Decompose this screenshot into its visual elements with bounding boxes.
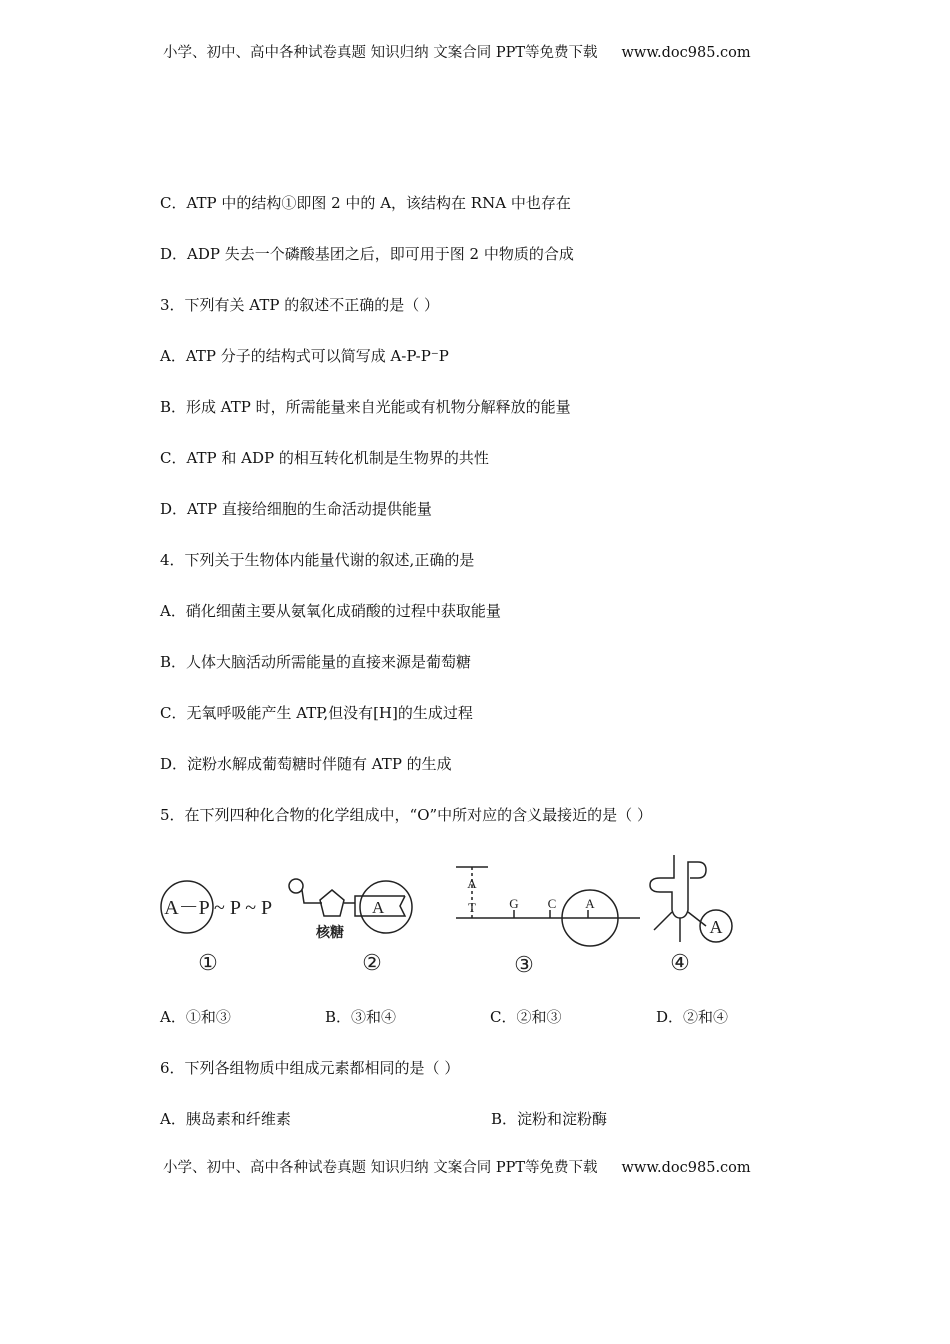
page-footer — [163, 1156, 751, 1177]
f3-label: T — [468, 900, 476, 915]
header-text: 小学、初中、高中各种试卷真题 知识归纳 文案合同 PPT等免费下载 — [163, 45, 598, 61]
question-6: 6．下列各组物质中组成元素都相同的是（ ） — [160, 1059, 460, 1077]
f3-label: A — [585, 896, 595, 911]
figure-1 — [161, 881, 272, 975]
figure-3 — [456, 867, 640, 977]
option-3b: B．形成 ATP 时，所需能量来自光能或有机物分解释放的能量 — [160, 398, 571, 416]
option-3d: D．ATP 直接给细胞的生命活动提供能量 — [160, 500, 432, 518]
compound-figure — [150, 850, 750, 980]
footer-text: 小学、初中、高中各种试卷真题 知识归纳 文案合同 PPT等免费下载 — [163, 1160, 598, 1176]
f3-label: C — [547, 896, 557, 911]
option-4d: D．淀粉水解成葡萄糖时伴随有 ATP 的生成 — [160, 755, 452, 773]
f1-circle-label: A－P — [164, 897, 210, 919]
header-url[interactable]: www.doc985.com — [621, 45, 751, 61]
f2-sugar-label: 核糖 — [316, 926, 344, 941]
question-3: 3．下列有关 ATP 的叙述不正确的是（ ） — [160, 296, 439, 314]
option-5b: B．③和④ — [325, 1008, 397, 1026]
f4-label: A — [709, 917, 723, 937]
f3-label: G — [509, 896, 519, 911]
option-6b: B．淀粉和淀粉酶 — [491, 1110, 608, 1128]
page-header — [163, 41, 751, 62]
option-4a: A．硝化细菌主要从氨氧化成硝酸的过程中获取能量 — [160, 602, 501, 620]
option-5c: C．②和③ — [490, 1008, 562, 1026]
option-6a: A．胰岛素和纤维素 — [160, 1110, 291, 1128]
option-5d: D．②和④ — [656, 1008, 729, 1026]
option-3c: C．ATP 和 ADP 的相互转化机制是生物界的共性 — [160, 449, 489, 467]
option-5a: A．①和③ — [160, 1008, 231, 1026]
option-3a: A．ATP 分子的结构式可以简写成 A-P-P⁻P — [160, 347, 449, 365]
footer-url[interactable]: www.doc985.com — [621, 1160, 751, 1176]
figure-number-2: ② — [362, 950, 382, 975]
figure-number-3: ③ — [514, 952, 534, 977]
option-2c: C．ATP 中的结构①即图 2 中的 A，该结构在 RNA 中也存在 — [160, 194, 571, 212]
figure-number-1: ① — [198, 950, 218, 975]
f1-rest-label: ~ P ~ P — [214, 897, 273, 919]
option-4c: C．无氧呼吸能产生 ATP,但没有[H]的生成过程 — [160, 704, 473, 722]
option-4b: B．人体大脑活动所需能量的直接来源是葡萄糖 — [160, 653, 472, 671]
figure-number-4: ④ — [670, 950, 690, 975]
option-2d: D．ADP 失去一个磷酸基团之后，即可用于图 2 中物质的合成 — [160, 245, 574, 263]
f3-label: A — [467, 876, 477, 891]
figure-2 — [289, 879, 412, 975]
question-5: 5．在下列四种化合物的化学组成中，“O”中所对应的含义最接近的是（ ） — [160, 806, 652, 824]
figure-4 — [650, 855, 732, 975]
f2-base-label: A — [372, 898, 385, 917]
question-4: 4．下列关于生物体内能量代谢的叙述,正确的是 — [160, 551, 475, 569]
